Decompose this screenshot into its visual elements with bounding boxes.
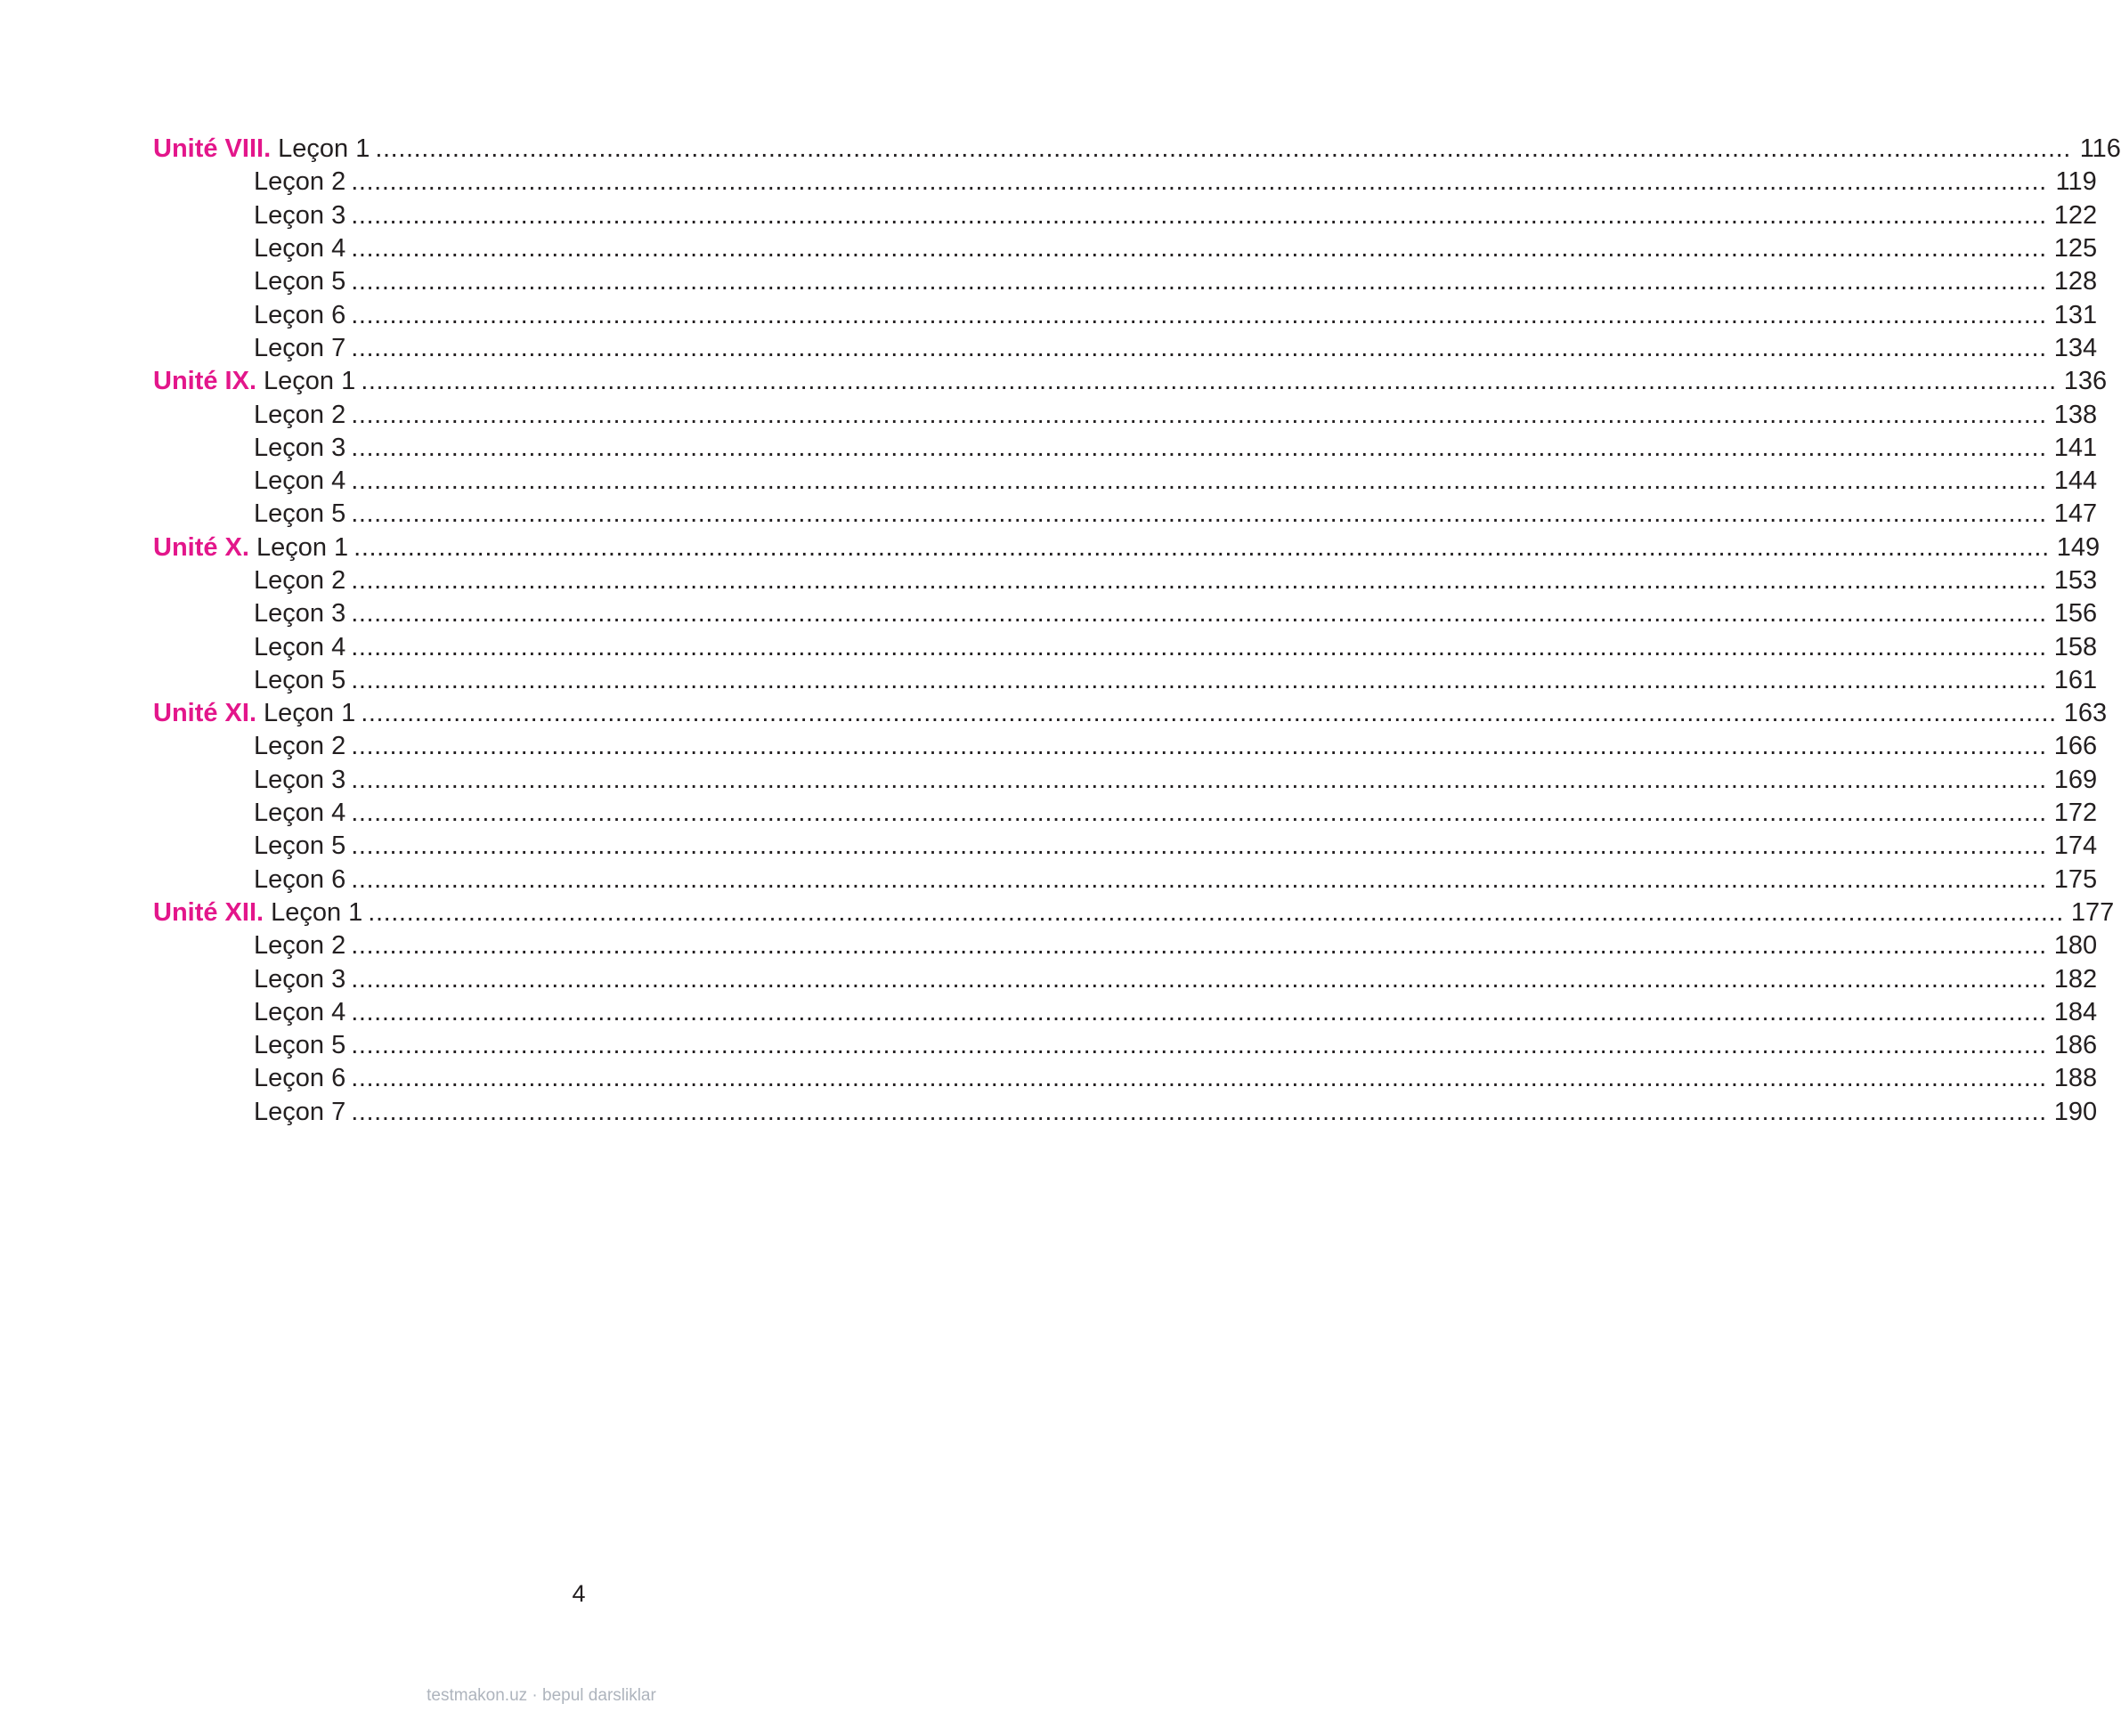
lesson-label: Leçon 6 <box>254 864 346 894</box>
page-reference: 186 <box>2053 1031 2098 1060</box>
dot-leader: ............................................................................................................................................................................................................................ <box>351 300 2047 329</box>
page-number: 4 <box>572 1580 586 1607</box>
lesson-label: Leçon 6 <box>254 1064 346 1093</box>
dot-leader: ............................................................................................................................................................................................................................ <box>351 466 2047 496</box>
dot-leader: ............................................................................................................................................................................................................................ <box>375 134 2071 164</box>
dot-leader: ............................................................................................................................................................................................................................ <box>351 632 2047 661</box>
lesson-label: Leçon 2 <box>254 732 346 761</box>
lesson-label: Leçon 5 <box>254 1031 346 1060</box>
lesson-label: Leçon 1 <box>278 134 370 164</box>
lesson-label: Leçon 5 <box>254 665 346 694</box>
toc-entry <box>153 332 2098 365</box>
dot-leader: ............................................................................................................................................................................................................................ <box>351 1064 2047 1093</box>
page-reference: 128 <box>2053 267 2098 296</box>
lesson-label: Leçon 4 <box>254 997 346 1026</box>
page-reference: 153 <box>2053 566 2098 595</box>
unit-label: Unité XII. <box>153 897 264 927</box>
page-reference: 166 <box>2053 732 2098 761</box>
lesson-label: Leçon 1 <box>271 897 363 927</box>
page-reference: 174 <box>2053 831 2098 861</box>
toc-entry <box>153 265 2098 298</box>
toc-entry <box>153 564 2098 597</box>
page-reference: 161 <box>2053 665 2098 694</box>
toc-entry <box>153 1062 2098 1095</box>
dot-leader: ............................................................................................................................................................................................................................ <box>351 864 2047 894</box>
toc-entry <box>153 432 2098 465</box>
page-reference: 188 <box>2053 1064 2098 1093</box>
toc-entry <box>153 199 2098 232</box>
lesson-label: Leçon 4 <box>254 466 346 496</box>
toc-entry <box>153 664 2098 697</box>
dot-leader: ............................................................................................................................................................................................................................ <box>351 799 2047 828</box>
lesson-label: Leçon 4 <box>254 234 346 264</box>
toc-entry <box>153 830 2098 863</box>
toc-entry <box>153 797 2098 830</box>
dot-leader: ............................................................................................................................................................................................................................ <box>351 200 2047 230</box>
footer-watermark: testmakon.uz · bepul darsliklar <box>427 1686 656 1705</box>
page-reference: 116 <box>2079 134 2121 164</box>
toc-entry <box>153 1029 2098 1062</box>
page-reference: 134 <box>2053 333 2098 362</box>
dot-leader: ............................................................................................................................................................................................................................ <box>361 699 2057 728</box>
dot-leader: ............................................................................................................................................................................................................................ <box>351 964 2047 994</box>
lesson-label: Leçon 7 <box>254 333 346 362</box>
lesson-label: Leçon 4 <box>254 632 346 661</box>
toc-entry <box>153 133 2121 166</box>
lesson-label: Leçon 3 <box>254 765 346 794</box>
lesson-label: Leçon 5 <box>254 499 346 529</box>
lesson-label: Leçon 3 <box>254 433 346 462</box>
dot-leader: ............................................................................................................................................................................................................................ <box>351 765 2047 794</box>
page-reference: 180 <box>2053 931 2098 961</box>
dot-leader: ............................................................................................................................................................................................................................ <box>351 400 2047 429</box>
dot-leader: ............................................................................................................................................................................................................................ <box>351 997 2047 1026</box>
dot-leader: ............................................................................................................................................................................................................................ <box>368 897 2064 927</box>
toc-entry <box>153 996 2098 1029</box>
toc-entry <box>153 398 2098 431</box>
dot-leader: ............................................................................................................................................................................................................................ <box>351 167 2047 197</box>
page-reference: 172 <box>2053 799 2098 828</box>
toc-entry <box>153 298 2098 331</box>
page-reference: 169 <box>2053 765 2098 794</box>
dot-leader: ............................................................................................................................................................................................................................ <box>351 732 2047 761</box>
unit-label: Unité VIII. <box>153 134 272 164</box>
dot-leader: ............................................................................................................................................................................................................................ <box>351 831 2047 861</box>
lesson-label: Leçon 2 <box>254 931 346 961</box>
dot-leader: ............................................................................................................................................................................................................................ <box>351 234 2047 264</box>
page-reference: 163 <box>2063 699 2108 728</box>
lesson-label: Leçon 6 <box>254 300 346 329</box>
toc-entry <box>153 232 2098 265</box>
lesson-label: Leçon 1 <box>256 532 349 562</box>
page-reference: 149 <box>2056 532 2101 562</box>
page-reference: 184 <box>2053 997 2098 1026</box>
dot-leader: ............................................................................................................................................................................................................................ <box>351 1031 2047 1060</box>
page-reference: 175 <box>2053 864 2098 894</box>
page-reference: 136 <box>2063 367 2108 396</box>
lesson-label: Leçon 5 <box>254 831 346 861</box>
lesson-label: Leçon 7 <box>254 1097 346 1126</box>
dot-leader: ............................................................................................................................................................................................................................ <box>361 367 2057 396</box>
page-reference: 144 <box>2053 466 2098 496</box>
page-reference: 119 <box>2055 167 2097 197</box>
toc-entry <box>153 730 2098 763</box>
page-reference: 177 <box>2070 897 2115 927</box>
toc-entry <box>153 465 2098 498</box>
dot-leader: ............................................................................................................................................................................................................................ <box>351 931 2047 961</box>
page-reference: 131 <box>2053 300 2098 329</box>
dot-leader: ............................................................................................................................................................................................................................ <box>351 433 2047 462</box>
toc-entry <box>153 864 2098 896</box>
lesson-label: Leçon 3 <box>254 200 346 230</box>
dot-leader: ............................................................................................................................................................................................................................ <box>351 499 2047 529</box>
page-reference: 122 <box>2053 200 2098 230</box>
page-reference: 147 <box>2053 499 2098 529</box>
toc-entry <box>153 697 2108 730</box>
lesson-label: Leçon 2 <box>254 566 346 595</box>
unit-label: Unité XI. <box>153 699 257 728</box>
toc-entry <box>153 962 2098 995</box>
toc-entry <box>153 1096 2098 1129</box>
dot-leader: ............................................................................................................................................................................................................................ <box>354 532 2050 562</box>
toc-entry <box>153 764 2098 797</box>
lesson-label: Leçon 5 <box>254 267 346 296</box>
dot-leader: ............................................................................................................................................................................................................................ <box>351 333 2047 362</box>
dot-leader: ............................................................................................................................................................................................................................ <box>351 1097 2047 1126</box>
toc-entry <box>153 630 2098 663</box>
page-reference: 125 <box>2053 234 2098 264</box>
dot-leader: ............................................................................................................................................................................................................................ <box>351 599 2047 629</box>
page-reference: 141 <box>2053 433 2098 462</box>
page-reference: 190 <box>2053 1097 2098 1126</box>
toc-entry <box>153 597 2098 630</box>
lesson-label: Leçon 1 <box>264 367 356 396</box>
unit-label: Unité X. <box>153 532 249 562</box>
lesson-label: Leçon 2 <box>254 400 346 429</box>
toc-entry <box>153 498 2098 531</box>
dot-leader: ............................................................................................................................................................................................................................ <box>351 566 2047 595</box>
toc-entry <box>153 166 2097 199</box>
table-of-contents <box>153 133 2121 1129</box>
dot-leader: ............................................................................................................................................................................................................................ <box>351 267 2047 296</box>
toc-entry <box>153 929 2098 962</box>
toc-entry <box>153 531 2101 564</box>
lesson-label: Leçon 2 <box>254 167 346 197</box>
page-reference: 182 <box>2053 964 2098 994</box>
lesson-label: Leçon 1 <box>264 699 356 728</box>
toc-entry <box>153 896 2115 929</box>
page-reference: 156 <box>2053 599 2098 629</box>
lesson-label: Leçon 3 <box>254 964 346 994</box>
page-reference: 158 <box>2053 632 2098 661</box>
page-reference: 138 <box>2053 400 2098 429</box>
dot-leader: ............................................................................................................................................................................................................................ <box>351 665 2047 694</box>
lesson-label: Leçon 3 <box>254 599 346 629</box>
toc-entry <box>153 365 2108 398</box>
unit-label: Unité IX. <box>153 367 257 396</box>
lesson-label: Leçon 4 <box>254 799 346 828</box>
